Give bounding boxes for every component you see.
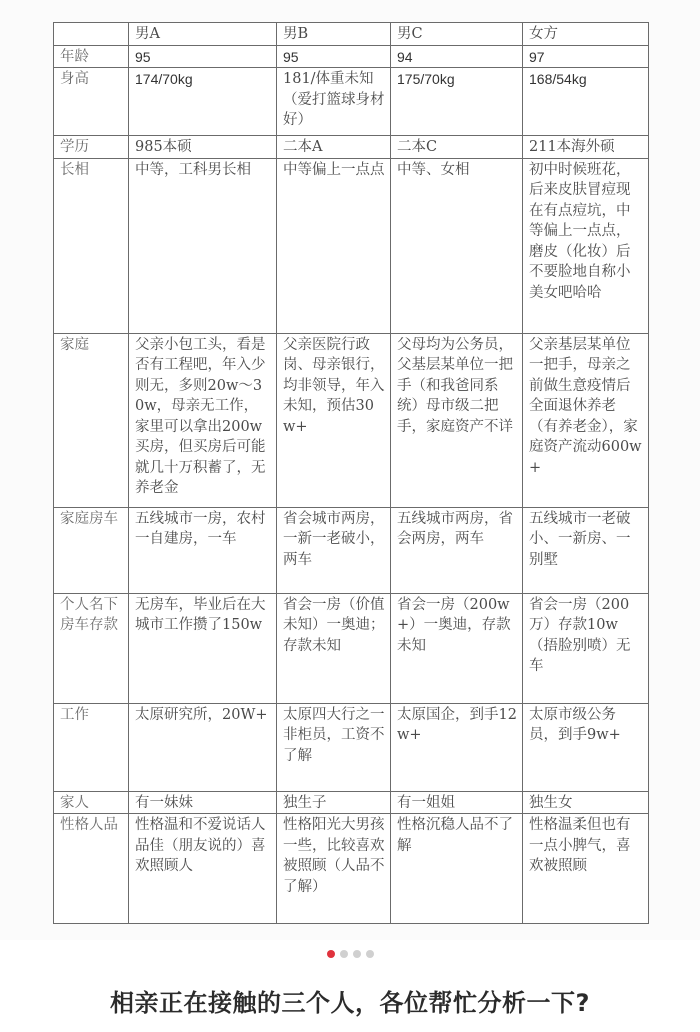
header-cell-woman: 女方 (523, 23, 649, 46)
table-cell: 性格沉稳人品不了解 (391, 814, 523, 924)
table-cell: 父亲医院行政岗、母亲银行，均非领导，年入未知，预估30w+ (277, 333, 391, 507)
table-cell: 中等、女相 (391, 158, 523, 333)
header-cell-empty (54, 23, 129, 46)
comparison-table (53, 22, 649, 924)
header-cell-man-a: 男A (129, 23, 277, 46)
table-cell: 太原四大行之一非柜员，工资不了解 (277, 703, 391, 791)
table-cell: 性格阳光大男孩一些，比较喜欢被照顾（人品不了解） (277, 814, 391, 924)
table-cell: 五线城市两房，省会两房，两车 (391, 507, 523, 593)
table-cell: 95 (277, 45, 391, 68)
carousel-dot-1[interactable] (327, 950, 335, 958)
carousel-dot-2[interactable] (340, 950, 348, 958)
table-cell: 95 (129, 45, 277, 68)
row-label: 年龄 (54, 45, 129, 68)
table-cell: 168/54kg (523, 68, 649, 136)
table-row-family-property (54, 507, 649, 593)
table-cell: 太原国企，到手12w+ (391, 703, 523, 791)
table-cell: 有一姐姐 (391, 791, 523, 814)
table-header-row (54, 23, 649, 46)
table-cell: 181/体重未知（爱打篮球身材好） (277, 68, 391, 136)
row-label: 个人名下房车存款 (54, 593, 129, 703)
row-label: 家庭房车 (54, 507, 129, 593)
row-label: 性格人品 (54, 814, 129, 924)
table-row-personal-assets (54, 593, 649, 703)
carousel-dot-3[interactable] (353, 950, 361, 958)
table-cell: 174/70kg (129, 68, 277, 136)
row-label: 家人 (54, 791, 129, 814)
table-cell: 省会一房（价值未知）一奥迪；存款未知 (277, 593, 391, 703)
carousel-pagination (0, 950, 700, 960)
table-row-height (54, 68, 649, 136)
table-cell: 省会一房（200w+）一奥迪，存款未知 (391, 593, 523, 703)
table-cell: 中等，工科男长相 (129, 158, 277, 333)
table-row-education (54, 136, 649, 159)
row-label: 长相 (54, 158, 129, 333)
table-row-siblings (54, 791, 649, 814)
table-cell: 五线城市一房，农村一自建房，一车 (129, 507, 277, 593)
row-label: 学历 (54, 136, 129, 159)
table-row-family (54, 333, 649, 507)
table-cell: 省会一房（200万）存款10w（捂脸别喷）无车 (523, 593, 649, 703)
table-cell: 独生子 (277, 791, 391, 814)
table-cell: 211本海外硕 (523, 136, 649, 159)
header-cell-man-b: 男B (277, 23, 391, 46)
table-cell: 97 (523, 45, 649, 68)
table-cell: 父亲基层某单位一把手，母亲之前做生意疫情后全面退休养老（有养老金），家庭资产流动600w+ (523, 333, 649, 507)
table-cell: 性格温和不爱说话人品佳（朋友说的）喜欢照顾人 (129, 814, 277, 924)
table-cell: 94 (391, 45, 523, 68)
carousel-dot-4[interactable] (366, 950, 374, 958)
table-cell: 二本C (391, 136, 523, 159)
table-cell: 省会城市两房，一新一老破小，两车 (277, 507, 391, 593)
table-cell: 985本硕 (129, 136, 277, 159)
table-row-personality (54, 814, 649, 924)
table-cell: 有一妹妹 (129, 791, 277, 814)
table-row-appearance (54, 158, 649, 333)
table-cell: 初中时候班花，后来皮肤冒痘现在有点痘坑，中等偏上一点点，磨皮（化妆）后不要脸地自称小美女吧哈哈 (523, 158, 649, 333)
table-cell: 太原市级公务员，到手9w+ (523, 703, 649, 791)
table-cell: 父母均为公务员，父基层某单位一把手（和我爸同系统）母市级二把手，家庭资产不详 (391, 333, 523, 507)
table-cell: 175/70kg (391, 68, 523, 136)
table-cell: 五线城市一老破小、一新房、一别墅 (523, 507, 649, 593)
table-row-age (54, 45, 649, 68)
table-cell: 独生女 (523, 791, 649, 814)
table-cell: 太原研究所，20W+ (129, 703, 277, 791)
row-label: 家庭 (54, 333, 129, 507)
table-cell: 二本A (277, 136, 391, 159)
row-label: 工作 (54, 703, 129, 791)
table-cell: 中等偏上一点点 (277, 158, 391, 333)
table-cell: 无房车，毕业后在大城市工作攒了150w (129, 593, 277, 703)
table-row-job (54, 703, 649, 791)
post-title: 相亲正在接触的三个人，各位帮忙分析一下? (110, 989, 590, 1017)
table-cell: 父亲小包工头，看是否有工程吧，年入少则无，多则20w～30w，母亲无工作，家里可以拿出200w买房，但买房后可能就几十万积蓄了，无养老金 (129, 333, 277, 507)
header-cell-man-c: 男C (391, 23, 523, 46)
row-label: 身高 (54, 68, 129, 136)
table-cell: 性格温柔但也有一点小脾气，喜欢被照顾 (523, 814, 649, 924)
